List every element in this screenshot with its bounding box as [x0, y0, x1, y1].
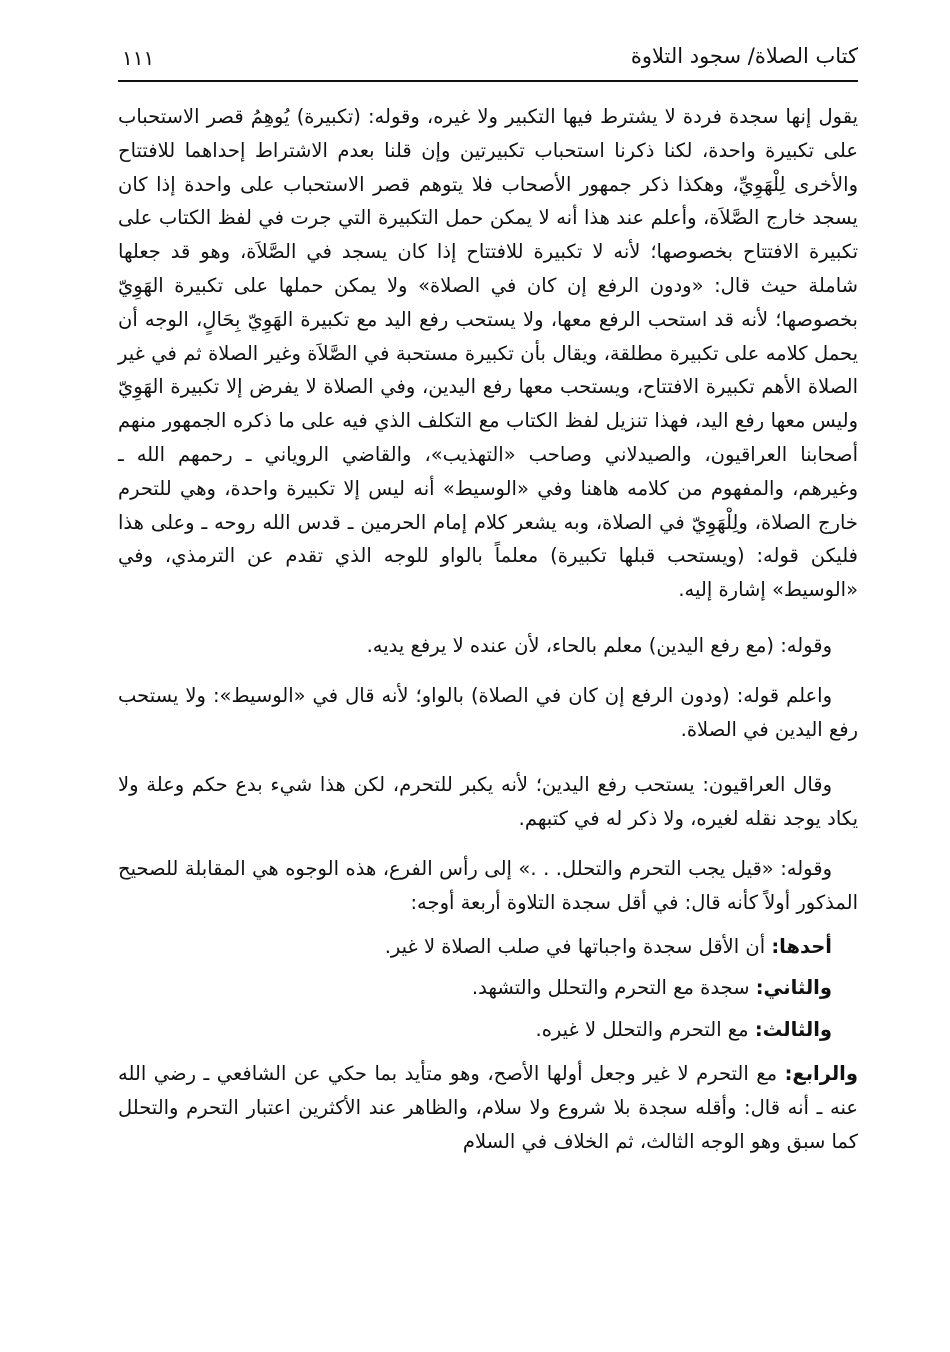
list-item-3-label: والثالث: [754, 1018, 832, 1042]
paragraph-5: وقوله: «قيل يجب التحرم والتحلل. . .» إلى رأس الفرع، هذه الوجوه هي المقابلة للصحيح المذكور أولاً كأنه قال: في أقل سجدة التلاوة أربعة أوجه: [118, 856, 858, 914]
page-header [118, 40, 858, 82]
list-item-2 [118, 971, 858, 1005]
paragraph-4: وقال العراقيون: يستحب رفع اليدين؛ لأنه يكبر للتحرم، لكن هذا شيء بدع حكم وعلة ولا يكاد يوجد نقله لغيره، ولا ذكر له في كتبهم. [118, 773, 858, 831]
paragraph-6-text: مع التحرم لا غير وجعل أولها الأصح، وهو متأيد بما حكي عن الشافعي ـ رضي الله عنه ـ أنه قال: وأقله سجدة بلا شروع ولا سلام، والظاهر عند الأكثرين اعتبار التحرم والتحلل كما سبق وهو الوجه الثالث، ثم الخلاف في السلام [118, 1061, 858, 1153]
list-item-2-text: سجدة مع التحرم والتحلل والتشهد. [471, 976, 756, 1000]
list-item-2-label: والثاني: [755, 976, 832, 1000]
list-item-3 [118, 1013, 858, 1047]
paragraph-3: واعلم قوله: (ودون الرفع إن كان في الصلاة) بالواو؛ لأنه قال في «الوسيط»: ولا يستحب رفع اليدين في الصلاة. [118, 683, 858, 741]
list-item-1-label: أحدها: [771, 934, 832, 958]
paragraph-2: وقوله: (مع رفع اليدين) معلم بالحاء، لأن عنده لا يرفع يديه. [366, 633, 832, 657]
paragraph-6 [118, 1057, 858, 1158]
page-body [118, 100, 858, 1158]
running-title: كتاب الصلاة/ سجود التلاوة [630, 44, 858, 68]
list-item-3-text: مع التحرم والتحلل لا غيره. [535, 1018, 755, 1042]
paragraph-6-label: والرابع: [784, 1061, 858, 1085]
paragraph-1: يقول إنها سجدة فردة لا يشترط فيها التكبير ولا غيره، وقوله: (تكبيرة) يُوهِمُ قصر الاستحباب على تكبيرة واحدة، لكنا ذكرنا استحباب تكبيرتين وإن قلنا بعدم الاشتراط إحداهما للافتتاح والأخرى لِلْهَوِيِّ، وهكذا ذكر جمهور الأصحاب فلا يتوهم قصر الاستحباب على واحدة إذا كان يسجد خارج الصَّلاَة، وأعلم عند هذا أنه لا يمكن حمل التكبيرة التي جرت في لفظ الكتاب على تكبيرة الافتتاح بخصوصها؛ لأنه لا تكبيرة للافتتاح إذا كان يسجد في الصَّلاَة، وهو قد جعلها شاملة حيث قال: «ودون الرفع إن كان في الصلاة» ولا يمكن حملها على تكبيرة الهَوِيّ بخصوصها؛ لأنه قد استحب الرفع معها، ولا يستحب رفع اليد مع تكبيرة الهَوِيّ بِحَالٍ، الوجه أن يحمل كلامه على تكبيرة مطلقة، ويقال بأن تكبيرة مستحبة في الصَّلاَة وغير الصلاة ثم في غير الصلاة الأهم تكبيرة الافتتاح، ويستحب معها رفع اليدين، وفي الصلاة لا يفرض إلا تكبيرة الهَوِيّ وليس معها رفع اليد، فهذا تنزيل لفظ الكتاب مع التكلف الذي فيه على ما ذكره الجمهور منهم أصحابنا العراقيون، والصيدلاني وصاحب «التهذيب»، والقاضي الروياني ـ رحمهم الله ـ وغيرهم، والمفهوم من كلامه هاهنا وفي «الوسيط» أنه ليس إلا تكبيرة واحدة، وهي للتحرم خارج الصلاة، ولِلْهَوِيّ في الصلاة، وبه يشعر كلام إمام الحرمين ـ قدس الله روحه ـ وعلى هذا فليكن قوله: (ويستحب قبلها تكبيرة) معلماً بالواو للوجه الذي تقدم عن الترمذي، وفي «الوسيط» إشارة إليه. [118, 105, 858, 602]
list-item-1 [118, 930, 858, 964]
page-number: ١١١ [122, 46, 155, 70]
list-item-1-text: أن الأقل سجدة واجباتها في صلب الصلاة لا غير. [384, 934, 772, 958]
